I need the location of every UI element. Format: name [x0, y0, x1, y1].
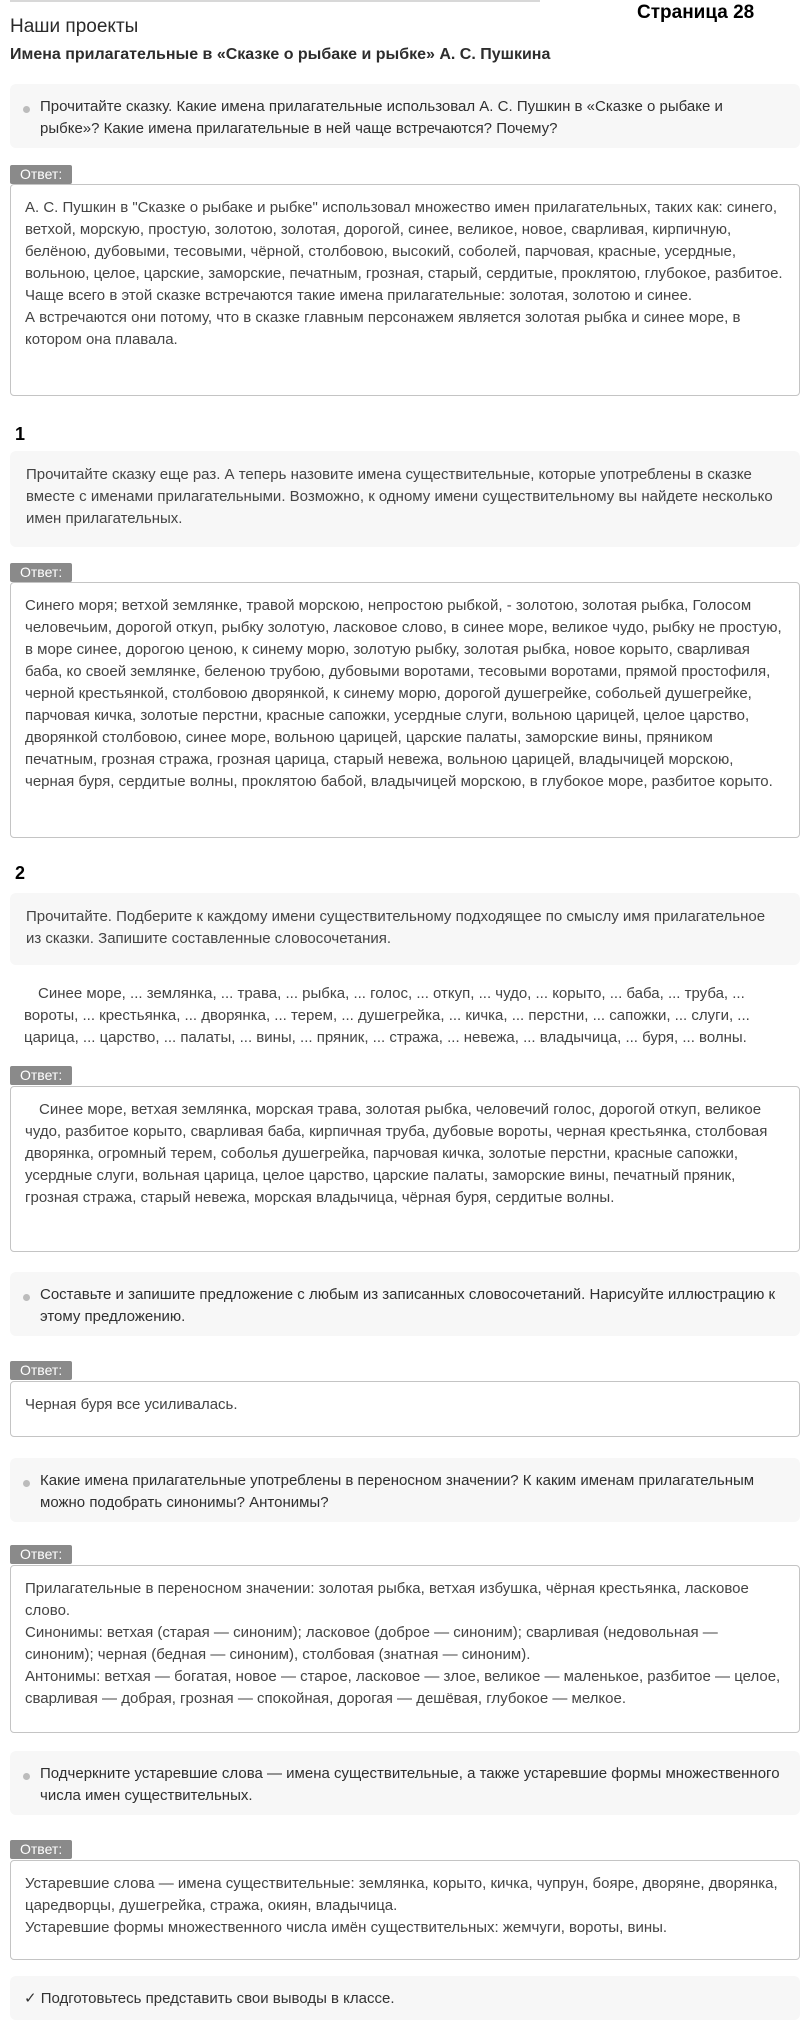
answer-box — [10, 1086, 800, 1252]
answer-box — [10, 1565, 800, 1733]
answer-badge: Ответ: — [10, 563, 72, 582]
answer-paragraph: Синего моря; ветхой землянке, травой морскою, непростою рыбкой, - золотою, золотая рыбка, Голосом человечьим, дорогой откуп, рыбку золотую, ласковое слово, в синее море, великое чудо, рыбку не простую, в море синее, дорогою ценою, к синему морю, золотую рыбку, золотая рыбка, новое корыто, сварливая баба, ко своей землянке, беленою трубою, дубовыми воротами, тесовыми воротами, прямой простофиля, черной крестьянкой, столбовою дворянкой, к синему морю, дорогой душегрейке, собольей душегрейке, парчовая кичка, золотые перстни, красные сапожки, усердные слуги, вольною царицей, целое царство, дворянкой столбовою, синее море, вольною царицей, царские палаты, заморские вины, пряником печатным, грозная стража, грозная царица, старый невежа, вольною царицей, владычицей морскою, черная буря, сердитые волны, проклятою бабой, владычицей морскою, в глубокое море, разбитое корыто. — [25, 597, 782, 790]
answer-paragraph: Прилагательные в переносном значении: золотая рыбка, ветхая избушка, чёрная крестьянка, ласковое слово. — [25, 1580, 749, 1619]
answer-box — [10, 1381, 800, 1437]
task-text: Подчеркните устаревшие слова — имена существительные, а также устаревшие формы множественного числа имен существительных. — [40, 1765, 780, 1804]
exercise-number: 1 — [15, 424, 26, 444]
answer-box — [10, 1860, 800, 1960]
answer-badge: Ответ: — [10, 1361, 72, 1380]
answer-badge: Ответ: — [10, 1545, 72, 1564]
answer-box — [10, 582, 800, 838]
task-text: Какие имена прилагательные употреблены в переносном значении? К каким именам прилагательным можно подобрать синонимы? Антонимы? — [40, 1472, 755, 1511]
answer-badge: Ответ: — [10, 1840, 72, 1859]
answer-paragraph: Черная буря все усиливалась. — [25, 1396, 238, 1413]
exercise-prompt — [10, 451, 800, 547]
word-list: Синее море, ... землянка, ... трава, ... рыбка, ... голос, ... откуп, ... чудо, ... корыто, ... баба, ... труба, ... вороты, ... крестьянка, ... дворянка, ... терем, ... душегрейка, ... кичка, ... перстни, ... сапожки, ... слуги, ... царица, ... царство, ... палаты, ... вины, ... пряник, ... стража, ... невежа, ... владычица, ... буря, ... волны. — [24, 985, 750, 1046]
answer-paragraph: А. С. Пушкин в "Сказке о рыбаке и рыбке" использовал множество имен прилагательных, таких как: синего, ветхой, морскую, простую, золотою, золотая, дорогой, синее, великое, новое, сварливая, кирпичную, белёною, дубовыми, тесовыми, чёрной, столбовою, высокий, соболей, парчовая, красные, усердные, вольною, целое, царские, заморские, печатным, грозная, старый, сердитые, проклятою, глубокое, разбитое. — [25, 199, 783, 282]
task-prompt — [10, 84, 800, 148]
task-text: Составьте и запишите предложение с любым из записанных словосочетаний. Нарисуйте иллюстрацию к этому предложению. — [40, 1286, 776, 1325]
task-prompt — [10, 1272, 800, 1336]
top-divider — [10, 0, 540, 2]
answer-paragraph: Устаревшие формы множественного числа имён существительных: жемчуги, вороты, вины. — [25, 1919, 668, 1936]
answer-paragraph: Синонимы: ветхая (старая — синоним); ласковое (доброе — синоним); сварливая (недовольная — синоним); черная (бедная — синоним), столбовая (знатная — синоним). — [25, 1624, 718, 1663]
lesson-subtitle: Имена прилагательные в «Сказке о рыбаке и рыбке» А. С. Пушкина — [10, 46, 551, 63]
answer-paragraph: А встречаются они потому, что в сказке главным персонажем является золотая рыбка и синее море, в котором она плавала. — [25, 309, 741, 348]
page-number: Страница 28 — [637, 2, 755, 23]
task-prompt — [10, 1458, 800, 1522]
task-text: Прочитайте сказку. Какие имена прилагательные использовал А. С. Пушкин в «Сказке о рыбаке и рыбке»? Какие имена прилагательные в ней чаще встречаются? Почему? — [40, 98, 723, 137]
answer-paragraph: Чаще всего в этой сказке встречаются такие имена прилагательные: золотая, золотою и синее. — [25, 287, 693, 304]
task-prompt — [10, 1751, 800, 1815]
answer-paragraph: Устаревшие слова — имена существительные: землянка, корыто, кичка, чупрун, бояре, дворяне, дворянка, царедворцы, душегрейка, стража, окиян, владычица. — [25, 1875, 778, 1914]
section-title: Наши проекты — [10, 16, 139, 37]
answer-badge: Ответ: — [10, 1066, 72, 1085]
exercise-text: Прочитайте сказку еще раз. А теперь назовите имена существительные, которые употреблены в сказке вместе с именами прилагательными. Возможно, к одному имени существительному вы найдете несколько имен прилагательных. — [26, 466, 773, 527]
answer-badge: Ответ: — [10, 165, 72, 184]
exercise-text: Прочитайте. Подберите к каждому имени существительному подходящее по смыслу имя прилагательное из сказки. Запишите составленные словосочетания. — [26, 908, 766, 947]
answer-paragraph: Синее море, ветхая землянка, морская трава, золотая рыбка, человечий голос, дорогой откуп, великое чудо, разбитое корыто, сварливая баба, кирпичная труба, дубовые вороты, черная крестьянка, столбовая дворянка, огромный терем, соболья душегрейка, парчовая кичка, золотые перстни, красные сапожки, усердные слуги, вольная царица, целое царство, царские палаты, заморские вины, печатный пряник, грозная стража, старый невежа, морская владычица, чёрная буря, сердитые волны. — [25, 1101, 768, 1206]
answer-box — [10, 184, 800, 396]
exercise-number: 2 — [15, 863, 26, 883]
answer-paragraph: Антонимы: ветхая — богатая, новое — старое, ласковое — злое, великое — маленькое, разбитое — целое, сварливая — добрая, грозная — спокойная, дорогая — дешёвая, глубокое — мелкое. — [25, 1668, 781, 1707]
final-note: ✓ Подготовьтесь представить свои выводы в классе. — [10, 1976, 800, 2020]
exercise-prompt — [10, 893, 800, 965]
